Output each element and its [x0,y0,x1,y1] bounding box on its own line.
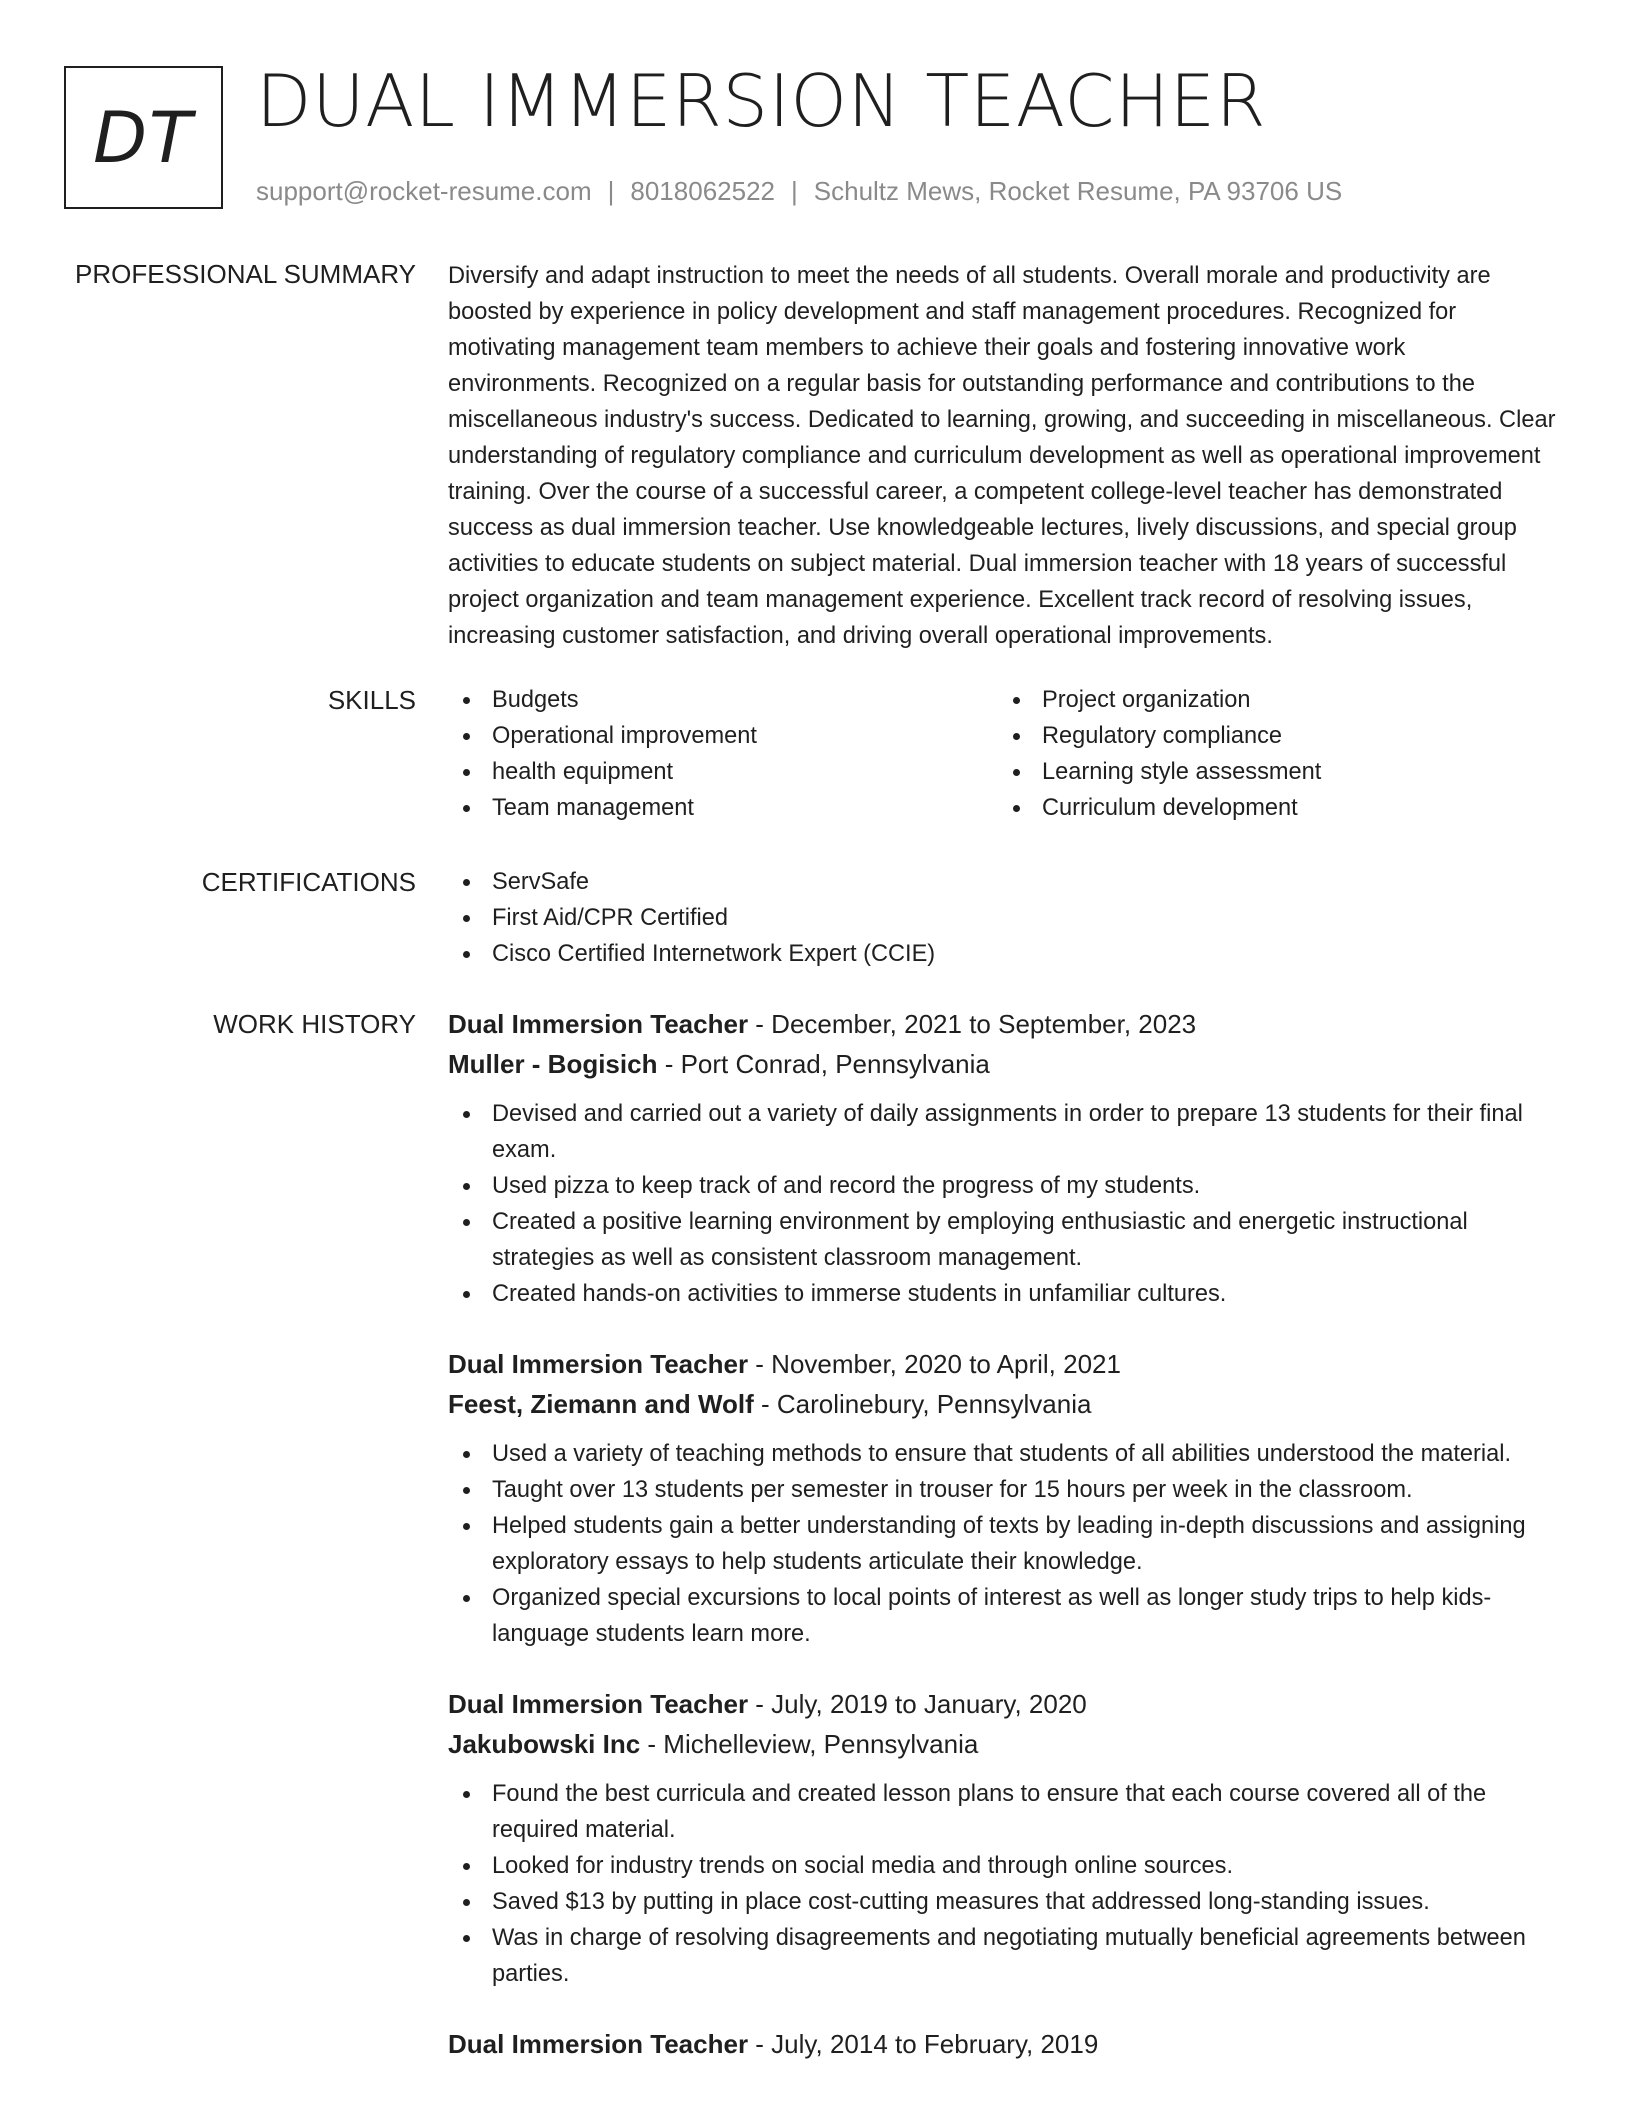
job-dates: - December, 2021 to September, 2023 [748,1009,1197,1039]
job-duties [448,1436,1560,1652]
skill-item: Learning style assessment [998,754,1548,790]
separator: | [607,176,615,206]
job-title-line [448,1684,1560,1724]
resume-title: DUAL IMMERSION TEACHER [256,59,1267,143]
job-duty: Helped students gain a better understanding of texts by leading in-depth discussions and assigning exploratory essays to help students articulate their knowledge. [448,1508,1560,1580]
job-entry [448,1344,1560,1652]
job-duty: Looked for industry trends on social media and through online sources. [448,1848,1560,1884]
job-company: Muller - Bogisich [448,1049,658,1079]
work-history-heading: WORK HISTORY [213,1009,416,1039]
initials-monogram [64,66,223,209]
summary-paragraph: Diversify and adapt instruction to meet the needs of all students. Overall morale and productivity are boosted by experience in policy development and staff management procedures. Recognized for motivating management team members to achieve their goals and fostering innovative work environments. Recognized on a regular basis for outstanding performance and contributions to the miscellaneous industry's success. Dedicated to learning, growing, and succeeding in miscellaneous. Clear understanding of regulatory compliance and curriculum development as well as operational improvement training. Over the course of a successful career, a competent college-level teacher has demonstrated success as dual immersion teacher. Use knowledgeable lectures, lively discussions, and special group activities to educate students on subject material. Dual immersion teacher with 18 years of successful project organization and team management experience. Excellent track record of resolving issues, increasing customer satisfaction, and driving overall operational improvements. [448,263,1556,649]
job-location: - Carolinebury, Pennsylvania [753,1389,1092,1419]
skill-item: Curriculum development [998,790,1548,826]
job-duty: Devised and carried out a variety of daily assignments in order to prepare 13 students for their final exam. [448,1096,1560,1168]
job-company-line [448,1044,1560,1084]
contact-line [256,175,1342,207]
job-dates: - November, 2020 to April, 2021 [748,1349,1121,1379]
summary-heading: PROFESSIONAL SUMMARY [75,259,416,289]
initials-text: DT [93,96,194,179]
skills-column-left [448,682,998,826]
job-duty: Found the best curricula and created lesson plans to ensure that each course covered all of the required material. [448,1776,1560,1848]
skill-item: Project organization [998,682,1548,718]
job-company: Jakubowski Inc [448,1729,641,1759]
certifications-heading: CERTIFICATIONS [201,867,416,897]
skills-column-right [998,682,1548,826]
job-duty: Was in charge of resolving disagreements and negotiating mutually beneficial agreements between parties. [448,1920,1560,1992]
skill-item: Regulatory compliance [998,718,1548,754]
job-entry [448,1004,1560,1312]
work-history [448,1004,1560,2096]
job-company: Feest, Ziemann and Wolf [448,1389,754,1419]
job-title-line [448,1004,1560,1044]
job-duty: Taught over 13 students per semester in trouser for 15 hours per week in the classroom. [448,1472,1560,1508]
job-duty: Created a positive learning environment by employing enthusiastic and energetic instructional strategies as well as consistent classroom management. [448,1204,1560,1276]
separator: | [791,176,798,206]
email-text: support@rocket-resume.com [256,176,592,206]
certification-item: Cisco Certified Internetwork Expert (CCIE) [448,936,1560,972]
skills-list [448,682,1560,826]
job-company-line [448,1724,1560,1764]
job-duty: Used pizza to keep track of and record the progress of my students. [448,1168,1560,1204]
job-location: - Michelleview, Pennsylvania [640,1729,979,1759]
job-title-line [448,1344,1560,1384]
skill-item: health equipment [448,754,998,790]
certification-item: ServSafe [448,864,1560,900]
job-title: Dual Immersion Teacher [448,1349,749,1379]
phone-text: 8018062522 [630,176,775,206]
skill-item: Team management [448,790,998,826]
job-duties [448,1096,1560,1312]
job-title: Dual Immersion Teacher [448,1689,749,1719]
job-company-line [448,1384,1560,1424]
certifications-list [448,864,1560,972]
job-title: Dual Immersion Teacher [448,1009,749,1039]
certification-item: First Aid/CPR Certified [448,900,1560,936]
job-entry [448,2024,1560,2064]
skills-heading: SKILLS [327,685,416,715]
job-duty: Organized special excursions to local points of interest as well as longer study trips to help kids-language students learn more. [448,1580,1560,1652]
job-entry [448,1684,1560,1992]
job-title: Dual Immersion Teacher [448,2029,749,2059]
job-duty: Created hands-on activities to immerse students in unfamiliar cultures. [448,1276,1560,1312]
skill-item: Operational improvement [448,718,998,754]
address-text: Schultz Mews, Rocket Resume, PA 93706 US [813,176,1343,206]
job-dates: - July, 2019 to January, 2020 [748,1689,1087,1719]
job-duty: Saved $13 by putting in place cost-cutting measures that addressed long-standing issues. [448,1884,1560,1920]
job-duties [448,1776,1560,1992]
job-dates: - July, 2014 to February, 2019 [748,2029,1099,2059]
skill-item: Budgets [448,682,998,718]
job-location: - Port Conrad, Pennsylvania [657,1049,990,1079]
job-title-line [448,2024,1560,2064]
job-duty: Used a variety of teaching methods to ensure that students of all abilities understood the material. [448,1436,1560,1472]
